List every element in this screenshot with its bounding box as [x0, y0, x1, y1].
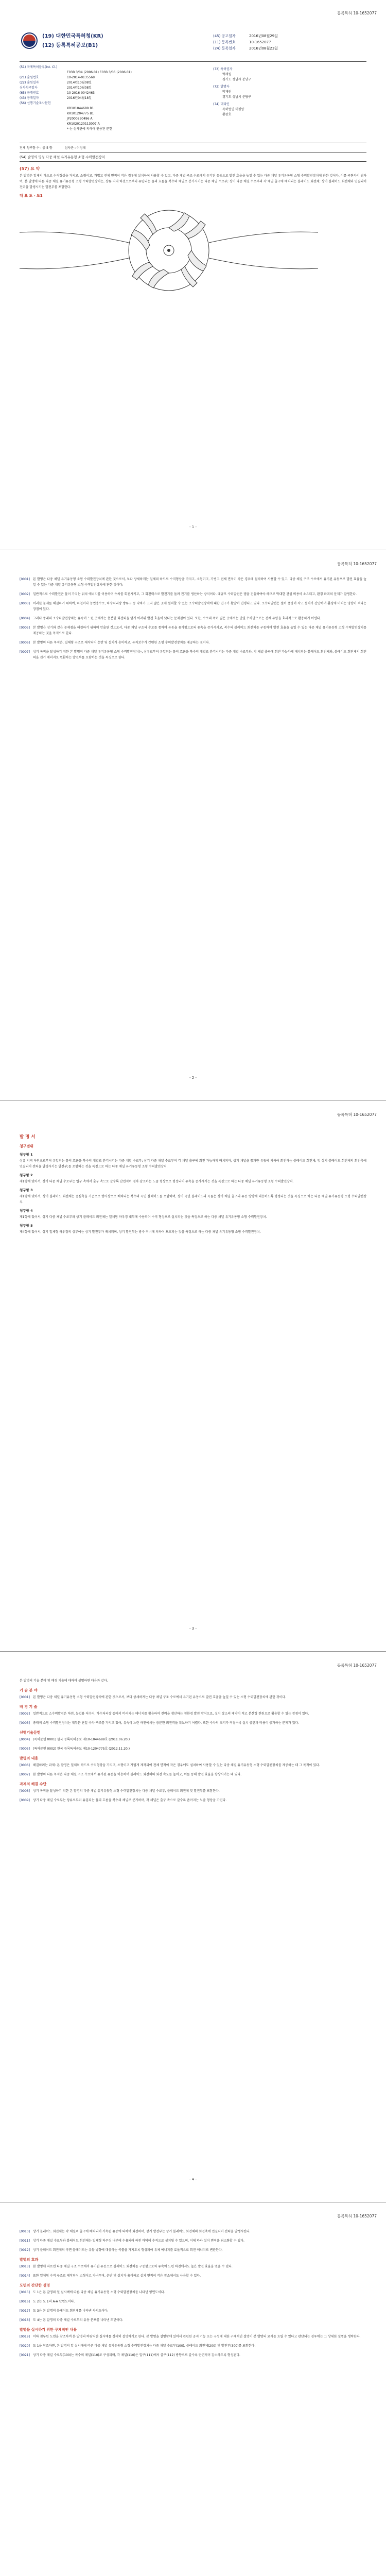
abstract-heading: (57) 요 약 [20, 166, 40, 171]
paragraph: [0007] 본 발명의 다른 목적은 다중 채널 구조 수로에서 유기된 유동을 이용하여 블레이드 회전체의 회전 속도를 높이고, 이를 통해 발전 효율을 향상시키는 데 있다. [20, 1773, 242, 1776]
bibliographic-right: (73) 특허권자 박재원 경기도 성남시 분당구 (72) 발명자 박재원 경기도 성남시 분당구 (74) 대리인 특허법인 태평양 황광호 [213, 67, 251, 116]
paragraph: [0015] 도 1은 본 발명의 일 실시예에 따른 다중 채널 유기유동형 소형 수력발전장치를 나타낸 평면도이다. [20, 2291, 165, 2294]
paragraph: [0003] 이러한 문제를 해결하기 위하여, 하천이나 농업용수로, 하수처리장 방류구 등 낙차가 크지 않은 곳에 설치할 수 있는 소수력발전장치에 대한 연구가 활발히 진행되고 있다. 소수력발전은 설비 용량이 작고 설치가 간단하며 환경에 미치는 영향이 적다는 장점이 있다. [20, 602, 366, 611]
section-heading: 발명의 효과 [20, 2258, 39, 2262]
registration-date-row: (24) 등록일자 2016년08월23일 [213, 46, 278, 50]
page-number: - 4 - [189, 2177, 197, 2181]
paragraph: [0019] 이하 첨부된 도면을 참조하여 본 발명의 바람직한 실시예를 상세히 설명하기로 한다. 본 발명을 설명함에 있어서 관련된 공지 기능 또는 구성에 대한 구체적인 설명이 본 발명의 요지를 흐릴 수 있다고 판단되는 경우에는 그 상세한 설명을 생략한다. [20, 2335, 361, 2338]
claim-heading: 청구항 3 [20, 1188, 33, 1192]
abstract-body: 본 발명은 일체의 하드로 수직형상을 가지고, 소형이고, 가볍고 전체 면적이 작은 경우에 설치하여 사용할 수 있고, 다중 채널 구조 수로에서 유기된 유동으로 발전 효율을 높일 수 있는 다중 채널 유기유동형 소형 수력발전장치에 관한 것이다. 이를 구현하기 위하여, 본 발명에 따른 다중 채널 유기유동형 소형 수력발전장치는, 상류 지역 하천으로부터 유입되는 물의 흐름을 복수의 채널로 분기시키는 다중 채널 수로부; 상기 다중 채널 수로부의 각 채널 출구에 배치되는 블레이드 회전체; 상기 블레이드 회전체와 연결되어 전력을 발생시키는 발전부를 포함한다. [20, 174, 366, 189]
invention-title: (54) 발명의 명칭 다중 채널 유기유동형 소형 수력발전장치 [20, 152, 366, 162]
paragraph: [0010] 상기 블레이드 회전체는 각 채널의 출구에 배치되어 가속된 유동에 의하여 회전하며, 상기 발전부는 상기 블레이드 회전체의 회전축에 연결되어 전력을 발생시킨다. [20, 2230, 251, 2233]
paragraph: [0002] 일반적으로 소수력발전은 하천, 농업용 저수지, 하수처리장 등에서 버려지는 에너지를 활용하여 전력을 생산하는 친환경 발전 방식으로, 설치 장소의 제약이 적고 분산형 전원으로 활용할 수 있는 장점이 있다. [20, 1712, 309, 1716]
office-line-1: (19) 대한민국특허청(KR) [42, 33, 103, 39]
registration-number: 등록특허 10-1652077 [337, 11, 377, 15]
registration-number: 등록특허 10-1652077 [337, 2214, 377, 2218]
paragraph: [0001] 본 발명은 다중 채널 유기유동형 소형 수력발전장치에 관한 것으로서, 보다 상세하게는 일체의 하드로 수직형상을 가지고, 소형이고, 가볍고 전체 면적이 작은 경우에 설치하여 사용할 수 있고, 다중 채널 구조 수로에서 유기된 유동으로 발전 효율을 높일 수 있는 다중 채널 유기유동형 소형 수력발전장치에 관한 것이다. [20, 578, 367, 587]
office-titles [42, 32, 103, 50]
paragraph: [0011] 상기 다중 채널 수로부와 블레이드 회전체는 일체형 하우징 내부에 수용되어 하천 바닥에 수직으로 설치될 수 있으며, 이에 따라 설치 면적을 최소화할 수 있다. [20, 2239, 244, 2243]
claim-heading: 청구항 4 [20, 1209, 33, 1213]
paragraph: [0014] 또한 일체형 수직 구조로 제작되어 소형이고 가벼우며, 운반 및 설치가 용이하고 설치 면적이 작은 장소에서도 사용할 수 있다. [20, 2274, 201, 2278]
registration-number: 등록특허 10-1652077 [337, 1112, 377, 1117]
header-numbers [213, 33, 278, 52]
bibliographic-left: (51) 국제특허분류(Int. Cl.) F03B 3/04 (2006.01) F03B 3/06 (2006.01) (21) 출원번호 10-2014-0135568 (22) 출원일자 2014년10월08일 심사청구일자 2014년10월08일 (65) 공개번호 10-2016-0042463 (43) 공개일자 2016년04월18일 (56) 선행기술조사문헌 KR101044689 B1 KR101204775 B1 JP2000230496 A KR1020120113007 A * 는 심사관에 의하여 인용된 문헌 [20, 65, 132, 131]
paragraph: [0012] 상기 블레이드 회전체의 곡면 블레이드는 유동 방향에 대응하는 곡률을 가지도록 형성되어 유체 에너지를 효율적으로 회전 에너지로 변환한다. [20, 2248, 223, 2252]
paragraph: [0018] 도 4는 본 발명의 다중 채널 수로부의 유동 분포를 나타낸 도면이다. [20, 2318, 124, 2322]
claim-heading: 청구항 1 [20, 1153, 33, 1157]
page-2 [0, 551, 386, 1101]
paragraph: [0007] 상기 목적을 달성하기 위한 본 발명의 다중 채널 유기유동형 소형 수력발전장치는, 상류로부터 유입되는 물의 흐름을 복수의 채널로 분기시키는 다중 채널 수로부와, 각 채널 출구에 회전 가능하게 배치되는 블레이드 회전체와, 블레이드 회전체의 회전력을 전기 에너지로 변환하는 발전부를 포함하는 것을 특징으로 한다. [20, 650, 366, 659]
paragraph: [0008] 상기 목적을 달성하기 위한 본 발명의 다중 채널 유기유동형 소형 수력발전장치는 다중 채널 수로부, 블레이드 회전체 및 발전부를 포함한다. [20, 1789, 220, 1793]
claim-text: 제1항에 있어서, 상기 다중 채널 수로부는 입구 측에서 출구 측으로 갈수록 단면적이 점차 감소하는 노즐 형상으로 형성되어 유속을 증가시키는 것을 특징으로 하는 다중 채널 유기유동형 소형 수력발전장치. [20, 1180, 294, 1183]
page-2-content [20, 577, 366, 664]
representative-figure [20, 201, 318, 299]
claims-heading: 청구범위 [20, 1144, 34, 1148]
kipo-logo-icon [21, 32, 38, 49]
total-claims: 전체 청구항 수 : 총 5 항 [20, 146, 52, 150]
claim-text: 제1항에 있어서, 상기 다중 채널 수로부와 상기 블레이드 회전체는 일체형 하우징 내부에 수용되어 수직 형상으로 설치되는 것을 특징으로 하는 다중 채널 유기유동형 소형 수력발전장치. [20, 1215, 267, 1219]
section-heading: 발명의 내용 [20, 1756, 39, 1760]
paragraph: [0021] 상기 다중 채널 수로부(100)는 복수의 채널(110)로 구성되며, 각 채널(110)은 입구(111)에서 출구(112) 방향으로 갈수록 단면적이 감소하도록 형성된다. [20, 2353, 240, 2357]
section-heading: 도면의 간단한 설명 [20, 2283, 50, 2287]
page-1 [0, 0, 386, 550]
office-line-2: (12) 등록특허공보(B1) [42, 43, 98, 48]
paragraph: [0005] (특허문헌 0002) 한국 등록특허공보 제10-1204775호 (2012.11.20.) [20, 1747, 130, 1751]
registration-number: 등록특허 10-1652077 [337, 562, 377, 566]
section-heading: 과제의 해결 수단 [20, 1782, 47, 1786]
paragraph: [0002] 일반적으로 수력발전은 물이 가지는 위치 에너지를 이용하여 수차를 회전시키고, 그 회전력으로 발전기를 돌려 전기를 생산하는 방식이다. 대규모 수력발전은 댐을 건설하여야 하므로 막대한 건설 비용이 소요되고, 환경 파괴의 문제가 발생한다. [20, 592, 357, 596]
claim-text: 상류 지역 하천으로부터 유입되는 물의 흐름을 복수의 채널로 분기시키는 다중 채널 수로부; 상기 다중 채널 수로부의 각 채널 출구에 회전 가능하게 배치되며, 상기 채널을 통과한 유동에 의하여 회전하는 블레이드 회전체; 및 상기 블레이드 회전체의 회전축에 연결되어 전력을 발생시키는 발전부;를 포함하는 것을 특징으로 하는 다중 채널 유기유동형 소형 수력발전장치. [20, 1159, 366, 1168]
representative-figure-label: 대 표 도 - 도1 [20, 194, 43, 198]
page-4 [0, 1652, 386, 2202]
paragraph: [0013] 본 발명에 따르면 다중 채널 구조 수로에서 유기된 유동으로 블레이드 회전체를 구동함으로써 유속이 느린 하천에서도 높은 발전 효율을 얻을 수 있다. [20, 2265, 233, 2268]
claim-heading: 청구항 2 [20, 1173, 33, 1177]
document-heading: 발 명 서 [20, 1134, 36, 1140]
paragraph: [0006] 본 발명의 다른 목적은, 일체형 구조로 제작되어 운반 및 설치가 용이하고, 유지보수가 간편한 소형 수력발전장치를 제공하는 것이다. [20, 641, 210, 645]
paragraph: [0001] 본 발명은 다중 채널 유기유동형 소형 수력발전장치에 관한 것으로서, 보다 상세하게는 다중 채널 구조 수로에서 유기된 유동으로 발전 효율을 높일 수 있는 소형 수력발전장치에 관한 것이다. [20, 1696, 286, 1699]
paragraph: [0006] 해결하려는 과제: 본 발명은 일체의 하드로 수직형상을 가지고, 소형이고 가볍게 제작되어 전체 면적이 작은 경우에도 설치하여 사용할 수 있는 다중 채널 유기유동형 소형 수력발전장치를 제공하는 데 그 목적이 있다. [20, 1764, 320, 1767]
examiner: 심사관 : 이정혜 [64, 146, 86, 150]
registration-number: 등록특허 10-1652077 [337, 1663, 377, 1668]
claim-text: 제1항에 있어서, 상기 블레이드 회전체는 중심축을 기준으로 방사상으로 배치되는 복수의 곡면 블레이드를 포함하며, 상기 곡면 블레이드의 곡률은 상기 채널 출구의 유동 방향에 대응하도록 형성되는 것을 특징으로 하는 다중 채널 유기유동형 소형 수력발전장치. [20, 1195, 366, 1204]
publication-date-row: (45) 공고일자 2016년08월29일 [213, 34, 278, 38]
section-heading: 선행기술문헌 [20, 1731, 41, 1735]
intro-text: 본 발명의 기술 분야 및 배경 기술에 대하여 설명하면 다음과 같다. [20, 1679, 108, 1683]
paragraph: [0017] 도 3은 본 발명의 블레이드 회전체를 나타낸 사시도이다. [20, 2309, 109, 2313]
claim-text: 제4항에 있어서, 상기 일체형 하우징의 상부에는 상기 발전부가 배치되며, 상기 발전부는 방수 커버에 의하여 보호되는 것을 특징으로 하는 다중 채널 유기유동형 소형 수력발전장치. [20, 1230, 261, 1234]
page-3-content [20, 1127, 366, 1238]
section-heading: 발명을 실시하기 위한 구체적인 내용 [20, 2328, 77, 2332]
paragraph: [0004] (특허문헌 0001) 한국 등록특허공보 제10-1044689호 (2011.06.20.) [20, 1738, 130, 1741]
paragraph: [0016] 도 2는 도 1의 A-A 단면도이다. [20, 2300, 75, 2303]
page-1-content [20, 26, 366, 301]
page-number: - 3 - [189, 1626, 197, 1631]
page-number: - 1 - [189, 525, 197, 529]
registration-number-row: (11) 등록번호 10-1652077 [213, 40, 271, 44]
page-number: - 2 - [189, 1076, 197, 1080]
bibliographic-data [20, 62, 366, 143]
page-5 [0, 2203, 386, 2576]
paragraph: [0009] 상기 다중 채널 수로부는 상류로부터 유입되는 물의 흐름을 복수의 채널로 분기하며, 각 채널은 출구 측으로 갈수록 좁아지는 노즐 형상을 가진다. [20, 1799, 227, 1802]
paragraph: [0005] 본 발명은 상기와 같은 문제점을 해결하기 위하여 안출된 것으로서, 다중 채널 구조의 수로를 통하여 유동을 유기함으로써 유속을 증가시키고, 복수의 블레이드 회전체를 구동하여 발전 효율을 높일 수 있는 다중 채널 유기유동형 소형 수력발전장치를 제공하는 것을 목적으로 한다. [20, 626, 366, 635]
page-5-content [20, 2229, 366, 2362]
section-heading: 기 술 분 야 [20, 1688, 38, 1692]
page-3 [0, 1101, 386, 1652]
claim-heading: 청구항 5 [20, 1224, 33, 1228]
patent-header [20, 26, 366, 62]
paragraph: [0003] 종래의 소형 수력발전장치는 대부분 단일 수차 구조를 가지고 있어, 유속이 느린 하천에서는 충분한 회전력을 확보하기 어렵다. 또한 수차의 크기가 커질수록 설치 공간과 비용이 증가하는 문제가 있다. [20, 1721, 300, 1725]
paragraph: [0004] 그러나 종래의 소수력발전장치는 유속이 느린 곳에서는 충분한 회전력을 얻기 어려워 발전 효율이 낮다는 문제점이 있다. 또한, 수로의 폭이 넓은 곳에서는 단일 수차만으로는 전체 유량을 효과적으로 활용하기 어렵다. [20, 617, 321, 620]
page-4-content [20, 1678, 366, 1807]
paragraph: [0020] 도 1을 참조하면, 본 발명의 일 실시예에 따른 다중 채널 유기유동형 소형 수력발전장치는 다중 채널 수로부(100), 블레이드 회전체(200) 및 발전부(300)를 포함한다. [20, 2344, 256, 2348]
claims-meta [20, 143, 366, 152]
section-heading: 배 경 기 술 [20, 1705, 38, 1709]
